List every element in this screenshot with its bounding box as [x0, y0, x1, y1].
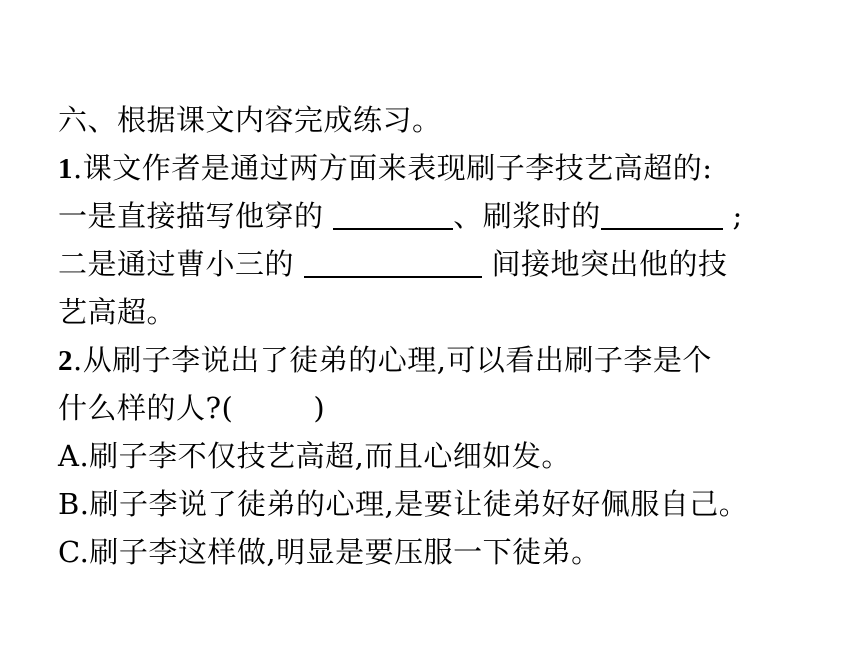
- option-c[interactable]: [58, 532, 601, 572]
- question-1-number: 1: [58, 153, 73, 185]
- question-1-line-4: [58, 292, 176, 332]
- section-heading: [58, 100, 442, 140]
- q1-line3-part-b: 间接地突出他的技: [491, 247, 728, 281]
- question-1-text: .课文作者是通过两方面来表现刷子李技艺高超的:: [73, 151, 713, 185]
- q1-line2-part-c: ;: [732, 199, 743, 233]
- option-b[interactable]: [58, 484, 748, 524]
- question-2-line-2: [58, 388, 325, 428]
- q1-line3-part-a: 二是通过曹小三的: [58, 247, 295, 281]
- question-2-number: 2: [58, 345, 73, 377]
- option-a-text: A.刷子李不仅技艺高超,而且心细如发。: [58, 439, 571, 473]
- question-1-line-1: [58, 148, 713, 189]
- option-c-text: C.刷子李这样做,明显是要压服一下徒弟。: [58, 535, 601, 569]
- option-a[interactable]: [58, 436, 571, 476]
- heading-text: 六、根据课文内容完成练习。: [58, 103, 442, 137]
- question-2-text: .从刷子李说出了徒弟的心理,可以看出刷子李是个: [73, 343, 712, 377]
- question-1-line-3: [58, 244, 727, 284]
- q2-line2-part-b: ): [313, 391, 326, 425]
- blank-painting[interactable]: [601, 196, 723, 226]
- q1-line2-part-b: 、刷浆时的: [453, 199, 601, 233]
- q1-line2-part-a: 一是直接描写他穿的: [58, 199, 324, 233]
- blank-cao-xiaosan[interactable]: [304, 244, 482, 274]
- blank-clothing[interactable]: [333, 196, 453, 226]
- question-1-line-2: [58, 196, 743, 236]
- q2-line2-part-a: 什么样的人?(: [58, 391, 234, 425]
- option-b-text: B.刷子李说了徒弟的心理,是要让徒弟好好佩服自己。: [58, 487, 749, 521]
- question-2-line-1: [58, 340, 712, 381]
- q1-line4-text: 艺高超。: [58, 295, 177, 329]
